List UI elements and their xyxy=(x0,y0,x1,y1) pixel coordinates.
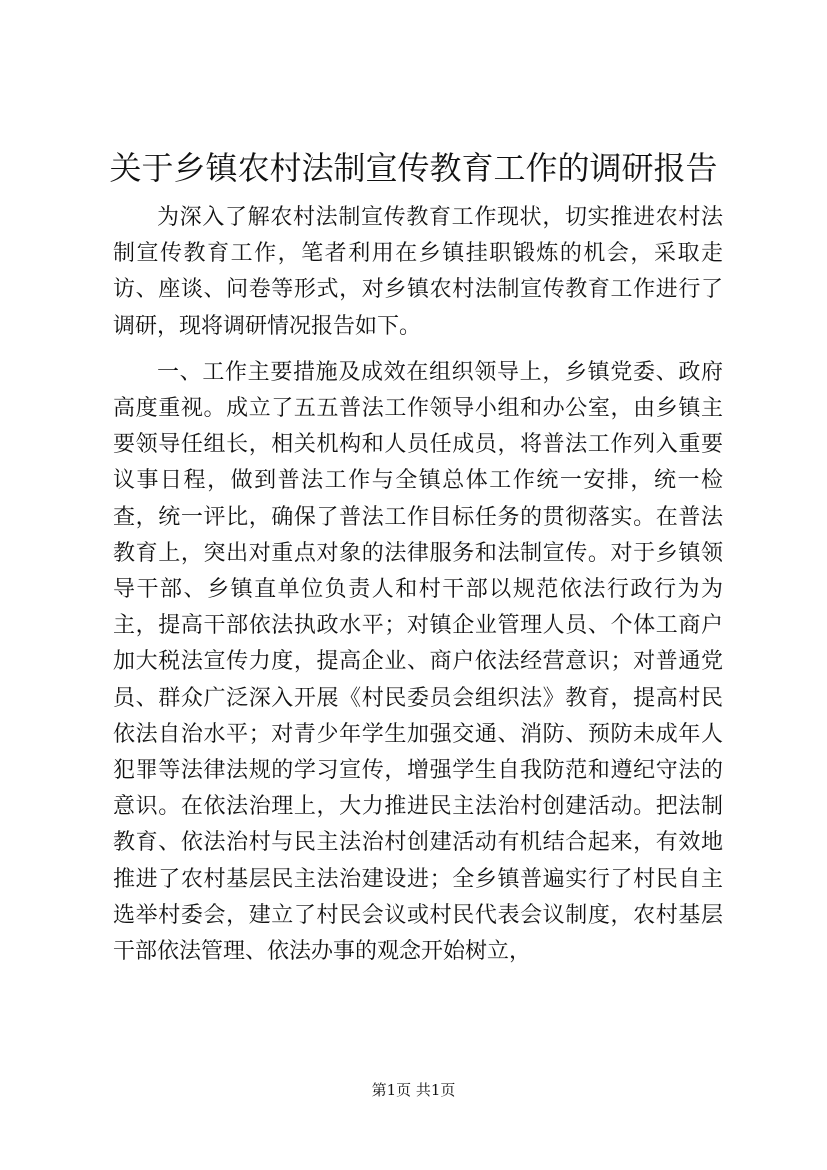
document-body xyxy=(113,200,723,980)
page-footer: 第1页 共1页 xyxy=(371,1081,456,1099)
paragraph-intro: 为深入了解农村法制宣传教育工作现状，切实推进农村法制宣传教育工作，笔者利用在乡镇挂职锻炼的机会，采取走访、座谈、问卷等形式，对乡镇农村法制宣传教育工作进行了调研，现将调研情况报告如下。 xyxy=(113,205,723,339)
paragraph-section-one: 一、工作主要措施及成效在组织领导上，乡镇党委、政府高度重视。成立了五五普法工作领导小组和办公室，由乡镇主要领导任组长，相关机构和人员任成员，将普法工作列入重要议事日程，做到普法工作与全镇总体工作统一安排，统一检查，统一评比，确保了普法工作目标任务的贯彻落实。在普法教育上，突出对重点对象的法律服务和法制宣传。对于乡镇领导干部、乡镇直单位负责人和村干部以规范依法行政行为为主，提高干部依法执政水平；对镇企业管理人员、个体工商户加大税法宣传力度，提高企业、商户依法经营意识；对普通党员、群众广泛深入开展《村民委员会组织法》教育，提高村民依法自治水平；对青少年学生加强交通、消防、预防未成年人犯罪等法律法规的学习宣传，增强学生自我防范和遵纪守法的意识。在依法治理上，大力推进民主法治村创建活动。把法制教育、依法治村与民主法治村创建活动有机结合起来，有效地推进了农村基层民主法治建设进；全乡镇普遍实行了村民自主选举村委会，建立了村民会议或村民代表会议制度，农村基层干部依法管理、依法办事的观念开始树立， xyxy=(113,359,723,965)
document-title: 关于乡镇农村法制宣传教育工作的调研报告 xyxy=(109,149,718,187)
